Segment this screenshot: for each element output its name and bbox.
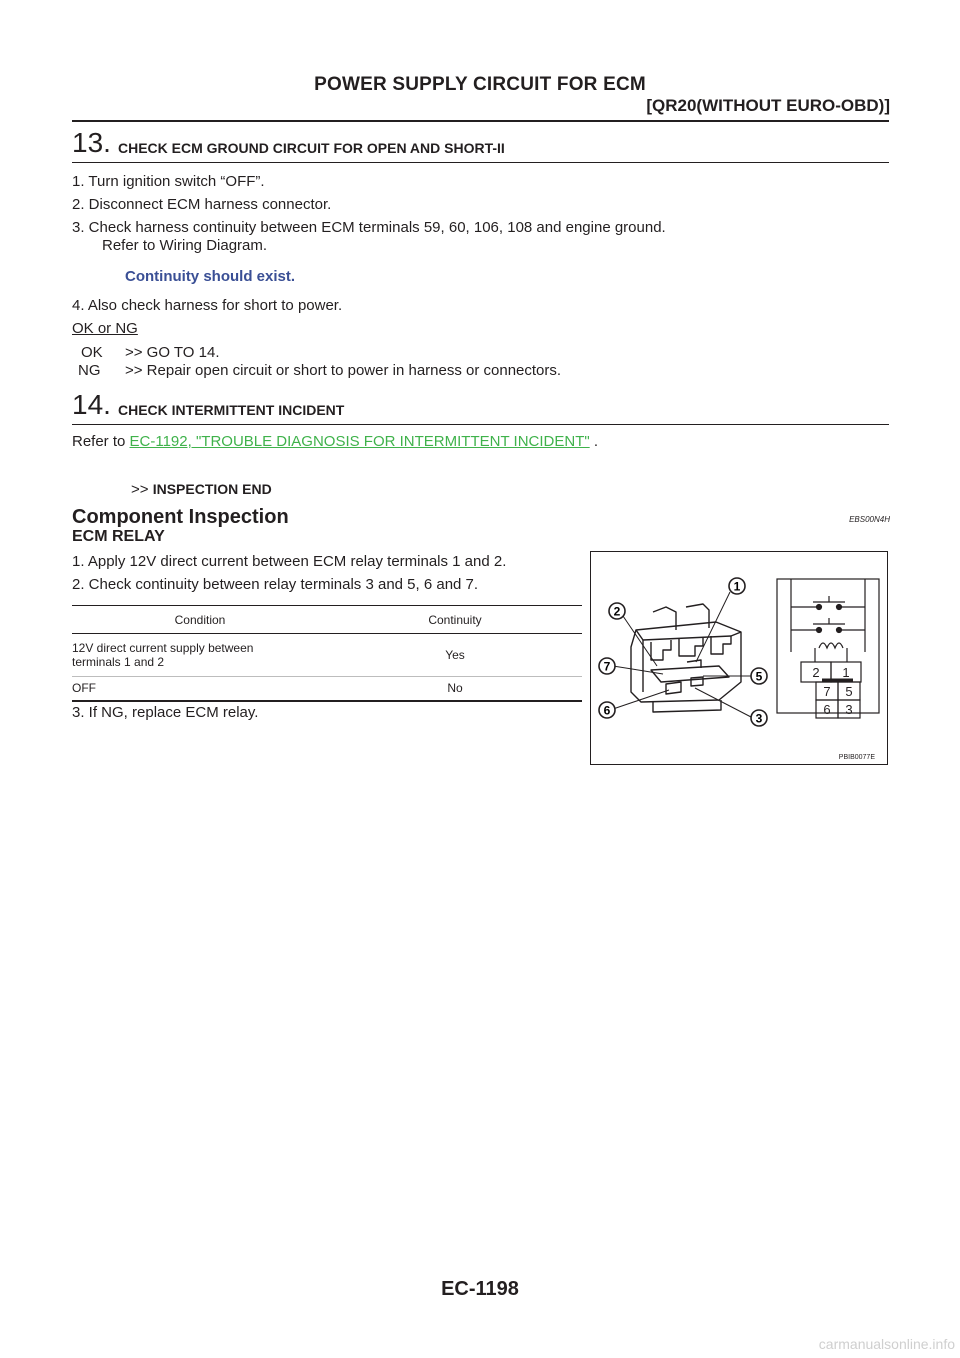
ok-or-ng-label: OK or NG <box>72 320 138 337</box>
svg-text:1: 1 <box>733 579 741 594</box>
watermark: carmanualsonline.info <box>818 1336 955 1352</box>
figure-code: PBIB0077E <box>838 754 875 761</box>
relay-diagram <box>591 552 887 764</box>
svg-text:3: 3 <box>755 711 763 726</box>
refer-suffix: . <box>589 433 599 450</box>
relay-connector-drawing <box>631 604 741 712</box>
terminal-numbers <box>812 665 852 717</box>
ok-label: OK <box>81 344 103 361</box>
page-title: POWER SUPPLY CIRCUIT FOR ECM <box>314 74 646 95</box>
list-item: 1. Apply 12V direct current between ECM relay terminals 1 and 2. <box>72 553 507 570</box>
step-title: CHECK ECM GROUND CIRCUIT FOR OPEN AND SHORT-II <box>118 140 505 156</box>
section-title: Component Inspection <box>72 506 289 528</box>
svg-text:5: 5 <box>755 669 763 684</box>
list-item: 3. If NG, replace ECM relay. <box>72 704 259 721</box>
spec-note: Continuity should exist. <box>125 268 296 285</box>
column-header-continuity: Continuity <box>328 606 582 634</box>
end-text: INSPECTION END <box>152 481 272 497</box>
list-item: 4. Also check harness for short to power. <box>72 297 343 314</box>
step-number: 14. <box>72 389 111 420</box>
table-cell-condition: OFF <box>72 677 328 701</box>
refer-line <box>72 433 598 451</box>
callout-numbers <box>599 578 767 726</box>
table-cell-continuity: Yes <box>328 634 582 677</box>
page-number: EC-1198 <box>441 1278 519 1300</box>
inspection-end <box>131 480 272 499</box>
svg-text:6: 6 <box>823 702 831 717</box>
ng-result: >> Repair open circuit or short to power in harness or connectors. <box>125 362 562 379</box>
section-code: EBS00N4H <box>849 515 890 524</box>
refer-prefix: Refer to <box>72 433 130 450</box>
ok-result: >> GO TO 14. <box>125 344 220 361</box>
svg-text:2: 2 <box>613 604 621 619</box>
step-number: 13. <box>72 127 111 158</box>
svg-text:5: 5 <box>845 684 853 699</box>
table-row <box>72 634 582 677</box>
column-header-condition: Condition <box>72 606 328 634</box>
list-item-continuation: Refer to Wiring Diagram. <box>102 237 268 254</box>
sub-title: ECM RELAY <box>72 528 165 545</box>
table-row <box>72 677 582 701</box>
step-13-header <box>72 128 889 163</box>
step-14-header <box>72 390 889 425</box>
continuity-table <box>72 605 582 702</box>
list-item: 1. Turn ignition switch “OFF”. <box>72 173 265 190</box>
page-subtitle: [QR20(WITHOUT EURO-OBD)] <box>646 96 890 115</box>
table-cell-continuity: No <box>328 677 582 701</box>
svg-text:6: 6 <box>603 703 611 718</box>
svg-text:1: 1 <box>842 665 850 680</box>
intermittent-incident-link[interactable]: EC-1192, "TROUBLE DIAGNOSIS FOR INTERMITTENT INCIDENT" <box>129 433 590 450</box>
step-title: CHECK INTERMITTENT INCIDENT <box>118 402 345 418</box>
ng-label: NG <box>78 362 101 379</box>
ecm-relay-figure <box>590 551 888 765</box>
end-arrow: >> <box>131 481 149 498</box>
svg-text:2: 2 <box>812 665 820 680</box>
svg-text:7: 7 <box>603 659 611 674</box>
list-item: 2. Check continuity between relay terminals 3 and 5, 6 and 7. <box>72 576 479 593</box>
table-header-row <box>72 606 582 634</box>
svg-text:7: 7 <box>823 684 831 699</box>
svg-text:3: 3 <box>845 702 853 717</box>
header-rule <box>72 120 889 122</box>
table-cell-condition: 12V direct current supply between terminals 1 and 2 <box>72 634 328 677</box>
list-item: 2. Disconnect ECM harness connector. <box>72 196 332 213</box>
list-item: 3. Check harness continuity between ECM terminals 59, 60, 106, 108 and engine ground. <box>72 219 666 236</box>
callout-leaders <box>613 592 752 717</box>
